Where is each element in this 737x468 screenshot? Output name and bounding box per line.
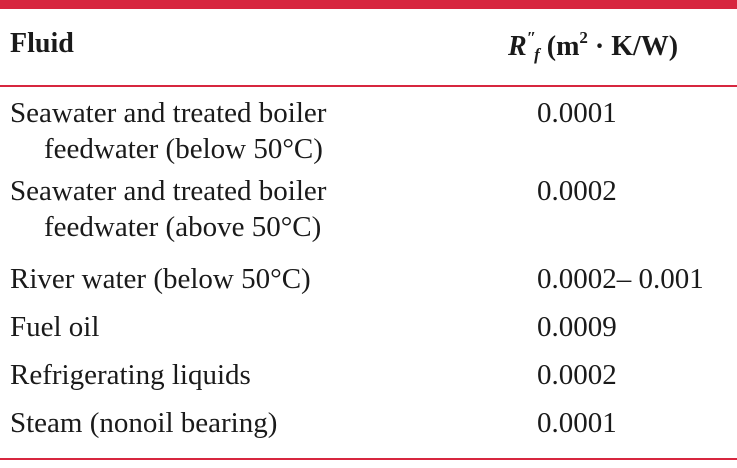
fluid-line1: River water (below 50°C) (10, 263, 311, 295)
header-r-subscript: f (534, 45, 540, 64)
fluid-cell (10, 309, 470, 345)
table-header (0, 28, 737, 68)
table-bottom-rule (0, 458, 737, 460)
header-fluid: Fluid (10, 28, 74, 59)
fluid-line2: feedwater (above 50°C) (44, 211, 322, 243)
header-r-primes: ″ (526, 28, 537, 47)
fluid-line1: Fuel oil (10, 311, 100, 343)
value-cell: 0.0001 (537, 97, 617, 129)
fluid-cell (10, 261, 470, 297)
value-cell: 0.0001 (537, 407, 617, 439)
value-cell: 0.0002 (537, 359, 617, 391)
header-units-close: · K/W) (587, 31, 679, 62)
table-row (0, 173, 737, 261)
fluid-line1: Seawater and treated boiler (10, 175, 327, 207)
header-fouling-factor (508, 28, 678, 65)
header-units-exponent: 2 (579, 28, 588, 47)
fluid-cell (10, 405, 470, 441)
fluid-line1: Seawater and treated boiler (10, 97, 327, 129)
value-cell: 0.0002– 0.001 (537, 263, 704, 295)
table-top-rule (0, 0, 737, 9)
fluid-line1: Refrigerating liquids (10, 359, 251, 391)
header-r-symbol: R (508, 31, 527, 62)
table-row (0, 309, 737, 357)
table-row (0, 261, 737, 309)
fluid-cell (10, 357, 470, 393)
header-units-open: (m (539, 31, 580, 62)
table-row (0, 357, 737, 405)
value-cell: 0.0009 (537, 311, 617, 343)
fluid-cell (10, 95, 470, 167)
fluid-cell (10, 173, 470, 245)
table-row (0, 95, 737, 173)
value-cell: 0.0002 (537, 175, 617, 207)
table-body (0, 95, 737, 453)
table-row (0, 405, 737, 453)
table-header-rule (0, 85, 737, 87)
fluid-line2: feedwater (below 50°C) (44, 133, 323, 165)
fluid-line1: Steam (nonoil bearing) (10, 407, 278, 439)
